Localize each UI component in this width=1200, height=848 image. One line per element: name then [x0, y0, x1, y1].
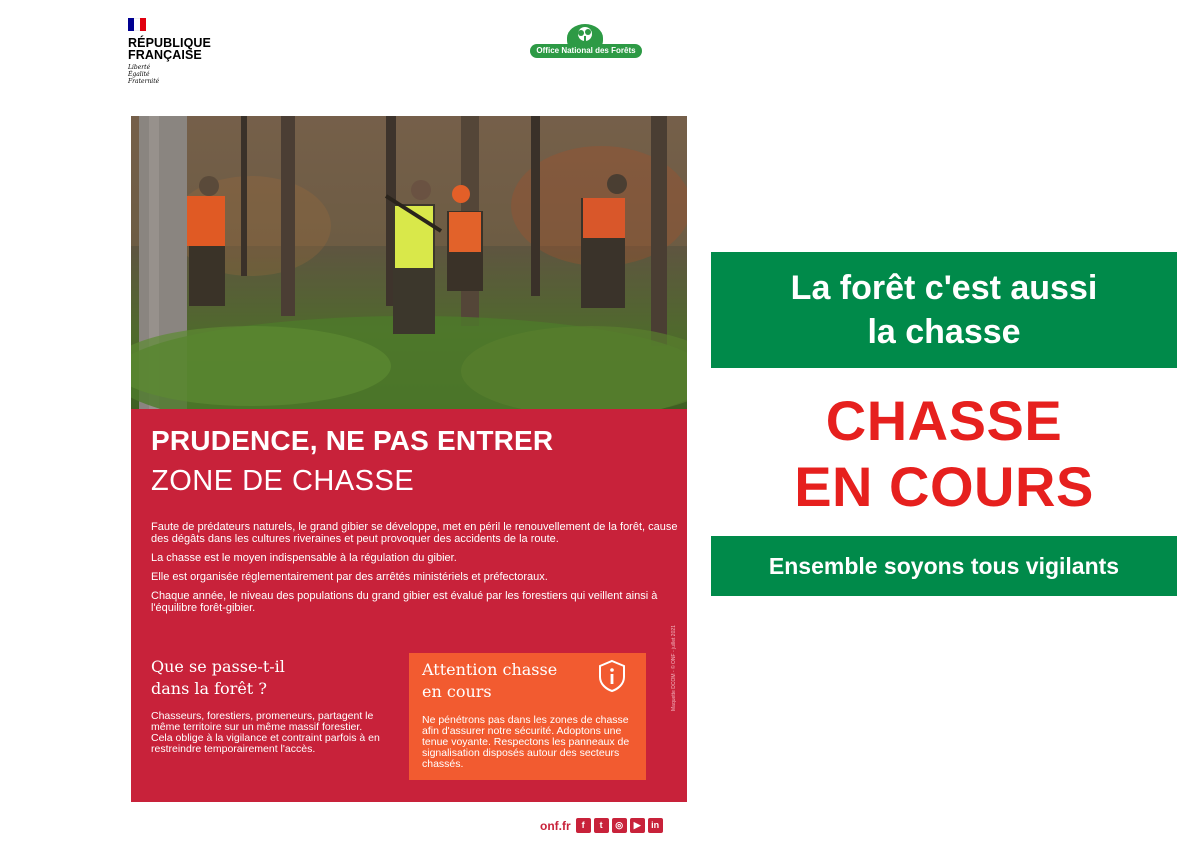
vigilance-banner: Ensemble soyons tous vigilants — [711, 536, 1177, 596]
twitter-icon[interactable]: t — [594, 818, 609, 833]
youtube-icon[interactable]: ▶ — [630, 818, 645, 833]
poster-subtitle: ZONE DE CHASSE — [151, 465, 415, 497]
forest-hunting-banner: La forêt c'est aussi la chasse — [711, 252, 1177, 368]
onf-logo — [530, 24, 642, 64]
forest-section — [151, 656, 381, 755]
republique-francaise-logo — [128, 18, 248, 85]
instagram-icon[interactable]: ◎ — [612, 818, 627, 833]
intro-paragraph: Elle est organisée réglementairement par des arrêtés ministériels et préfectoraux. — [151, 571, 548, 583]
facebook-icon[interactable]: f — [576, 818, 591, 833]
french-flag-icon — [128, 18, 146, 31]
intro-paragraph: Faute de prédateurs naturels, le grand gibier se développe, met en péril le renouvellement de la forêt, cause des dégâts dans les cultures riveraines et peut provoquer des accidents de la route. — [151, 521, 678, 545]
republique-motto: Liberté Égalité Fraternité — [128, 64, 160, 85]
poster-text-panel — [131, 409, 687, 802]
forest-section-body: Chasseurs, forestiers, promeneurs, partagent le même territoire sur un même massif forestier. Cela oblige à la vigilance et contraint parfois à en restreindre temporairement l'accès. — [151, 710, 380, 755]
poster-footer — [540, 818, 663, 833]
intro-paragraph: La chasse est le moyen indispensable à la régulation du gibier. — [151, 552, 457, 564]
attention-box — [409, 653, 646, 780]
intro-paragraph: Chaque année, le niveau des populations du grand gibier est évalué par les forestiers qui veillent ainsi à l'équilibre forêt-gibier. — [151, 590, 658, 614]
forest-section-title: Que se passe-t-il dans la forêt ? — [151, 657, 285, 698]
republique-name: RÉPUBLIQUE FRANÇAISE — [128, 36, 211, 62]
legal-code: Maquette DCOM - © ONF - juillet 2021 — [671, 625, 677, 711]
hunters-forest-photo — [131, 116, 687, 409]
hunting-in-progress-headline: CHASSE EN COURS — [794, 389, 1094, 518]
attention-body: Ne pénétrons pas dans les zones de chasse afin d'assurer notre sécurité. Adoptons une tenue voyante. Respectons les panneaux de signalisation disposés autour des secteurs chassés. — [422, 714, 630, 770]
linkedin-icon[interactable]: in — [648, 818, 663, 833]
hunting-poster — [131, 116, 687, 802]
attention-title: Attention chasse en cours — [422, 660, 558, 701]
info-shield-icon — [597, 659, 627, 693]
onf-url-link[interactable]: onf.fr — [540, 818, 571, 833]
poster-intro — [151, 521, 681, 621]
onf-logo-text: Office National des Forêts — [530, 44, 642, 58]
poster-title: PRUDENCE, NE PAS ENTRER — [151, 425, 554, 456]
